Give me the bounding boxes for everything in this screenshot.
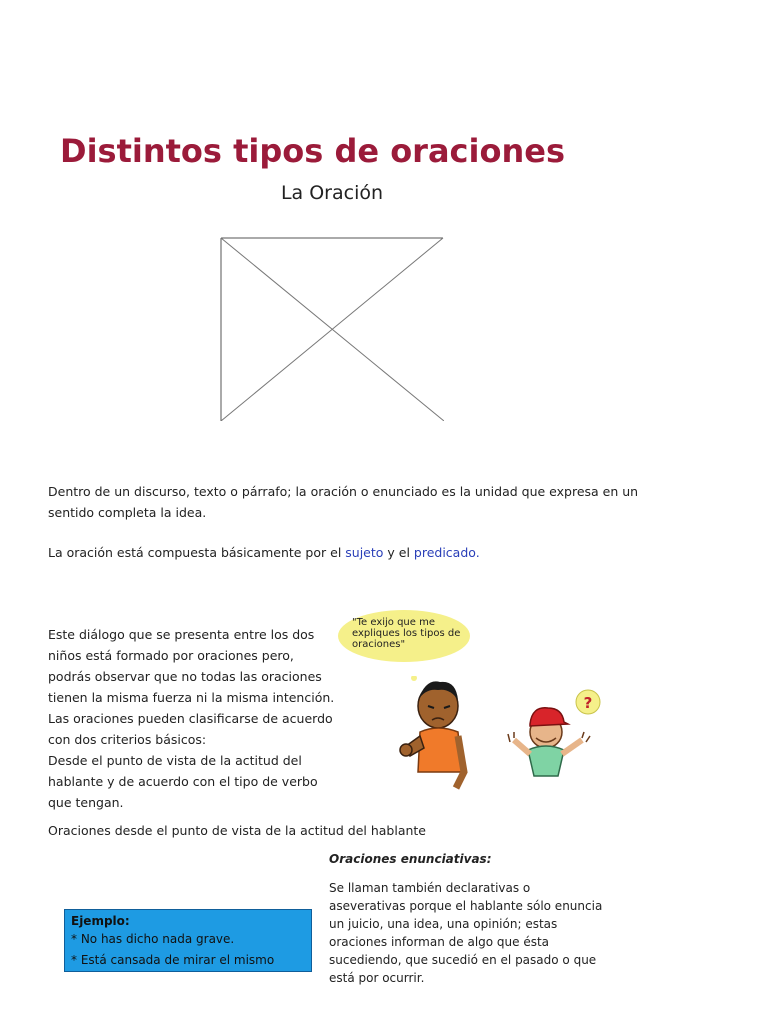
composition-prefix: La oración está compuesta básicamente por el <box>48 545 346 560</box>
broken-image-placeholder <box>220 237 444 421</box>
composition-suffix: . <box>475 545 480 560</box>
example-box <box>64 909 312 972</box>
intro-paragraph: Dentro de un discurso, texto o párrafo; la oración o enunciado es la unidad que expresa en un sentido completa la idea. <box>48 484 639 520</box>
boy-confused-figure <box>508 708 590 776</box>
enunciativas-heading: Oraciones enunciativas: <box>329 852 492 866</box>
children-illustration <box>396 676 606 796</box>
criteria-text: Desde el punto de vista de la actitud del hablante y de acuerdo con el tipo de verbo que tengan. <box>48 753 318 810</box>
speech-bubble-text: "Te exijo que me expliques los tipos de oraciones" <box>352 617 461 650</box>
question-bubble-icon <box>576 690 600 714</box>
example-heading: Ejemplo: <box>71 914 130 928</box>
example-line: * Está cansada de mirar el mismo <box>71 953 275 967</box>
section-subtitle: La Oración <box>280 182 384 204</box>
predicado-link[interactable]: predicado <box>413 545 476 560</box>
dialog-text: Este diálogo que se presenta entre los dos niños está formado por oraciones pero, podrás observar que no todas las oraciones tienen la misma fuerza ni la misma intención. Las oraciones pueden clasificarse de acuerdo con dos criterios básicos: <box>48 627 335 747</box>
composition-paragraph <box>48 542 648 563</box>
boy-demanding-figure <box>400 681 464 788</box>
composition-middle: y el <box>383 545 414 560</box>
enunciativas-body: Se llaman también declarativas o aseverativas porque el hablante sólo enuncia un juicio, una idea, una opinión; estas oraciones informan de algo que ésta sucediendo, que sucedió en el pasado o que está por ocurrir. <box>329 881 603 985</box>
question-mark: ? <box>583 694 593 712</box>
actitud-heading: Oraciones desde el punto de vista de la actitud del hablante <box>48 823 426 838</box>
example-line: * No has dicho nada grave. <box>71 932 235 946</box>
dialog-paragraph <box>48 624 338 813</box>
page-title: Distintos tipos de oraciones <box>60 132 565 170</box>
sujeto-link[interactable]: sujeto <box>345 545 384 560</box>
